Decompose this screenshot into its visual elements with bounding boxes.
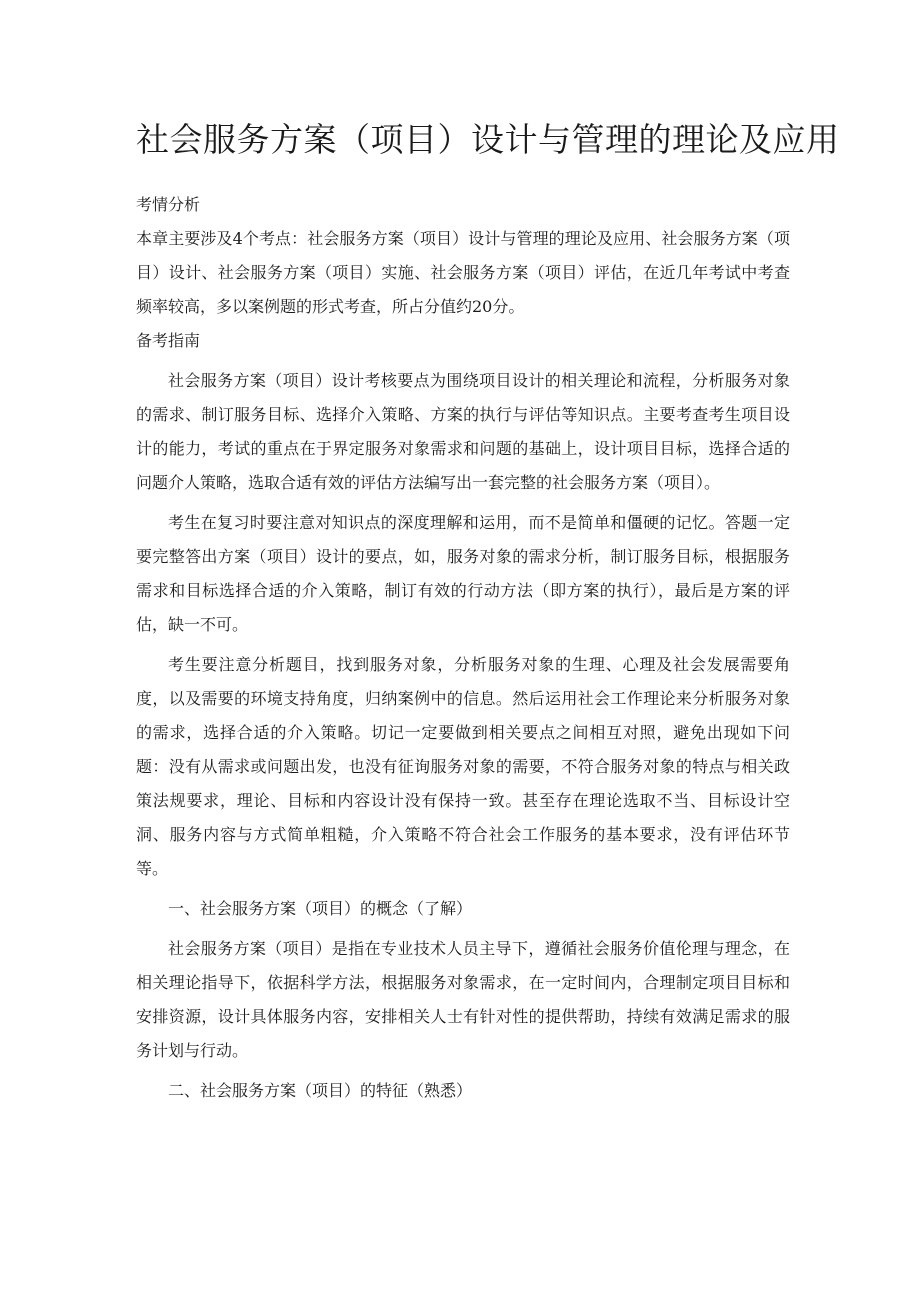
section-heading-exam-analysis: 考情分析	[136, 195, 201, 214]
study-guide-paragraph-1: 社会服务方案（项目）设计考核要点为围绕项目设计的相关理论和流程，分析服务对象的需求、制订服务目标、选择介入策略、方案的执行与评估等知识点。主要考查考生项目设计的能力，考试的重点在于界定服务对象需求和问题的基础上，设计项目目标，选择合适的问题介人策略，选取合适有效的评估方法编写出一套完整的社会服务方案（项目）。	[136, 371, 790, 492]
section-heading-concept: 一、社会服务方案（项目）的概念（了解）	[168, 899, 473, 918]
concept-paragraph: 社会服务方案（项目）是指在专业技术人员主导下，遵循社会服务价值伦理与理念，在相关理论指导下，依据科学方法，根据服务对象需求，在一定时间内，合理制定项目目标和安排资源，设计具体服务内容，安排相关人士有针对性的提供帮助，持续有效满足需求的服务计划与行动。	[136, 939, 790, 1060]
section-heading-study-guide: 备考指南	[136, 331, 201, 350]
document-title: 社会服务方案（项目）设计与管理的理论及应用	[136, 120, 840, 159]
section-heading-features: 二、社会服务方案（项目）的特征（熟悉）	[168, 1081, 473, 1100]
study-guide-paragraph-3: 考生要注意分析题目，找到服务对象，分析服务对象的生理、心理及社会发展需要角度，以及需要的环境支持角度，归纳案例中的信息。然后运用社会工作理论来分析服务对象的需求，选择合适的介入策略。切记一定要做到相关要点之间相互对照，避免出现如下问题：没有从需求或问题出发，也没有征询服务对象的需要，不符合服务对象的特点与相关政策法规要求，理论、目标和内容设计没有保持一致。甚至存在理论选取不当、目标设计空洞、服务内容与方式简单粗糙，介入策略不符合社会工作服务的基本要求，没有评估环节等。	[136, 655, 790, 878]
exam-analysis-paragraph: 本章主要涉及4个考点：社会服务方案（项目）设计与管理的理论及应用、社会服务方案（项目）设计、社会服务方案（项目）实施、社会服务方案（项目）评估，在近几年考试中考查频率较高，多以案例题的形式考查，所占分值约20分。	[136, 229, 790, 316]
document-body	[136, 188, 790, 1108]
study-guide-paragraph-2: 考生在复习时要注意对知识点的深度理解和运用，而不是简单和僵硬的记忆。答题一定要完整答出方案（项目）设计的要点，如，服务对象的需求分析，制订服务目标，根据服务需求和目标选择合适的介入策略，制订有效的行动方法（即方案的执行），最后是方案的评估，缺一不可。	[136, 513, 790, 634]
